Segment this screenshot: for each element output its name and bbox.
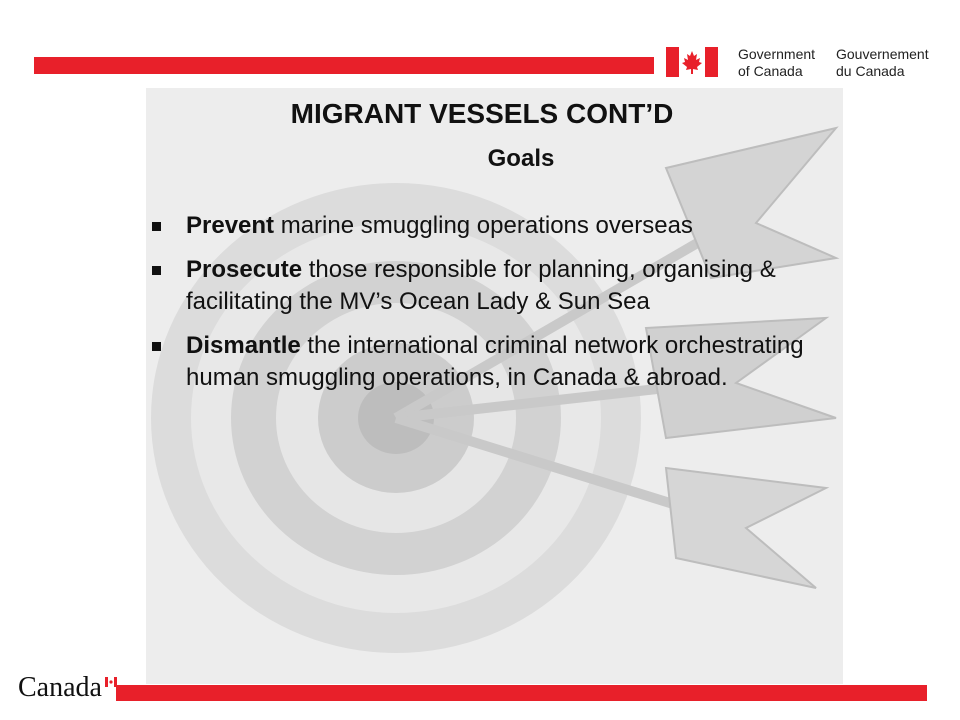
goal-item-prosecute [148, 254, 868, 318]
goal-item-prevent [148, 210, 868, 242]
bullet-square-icon [152, 266, 161, 275]
goal-lead: Dismantle [186, 332, 301, 359]
canada-flag-icon [666, 47, 718, 77]
government-of-canada-en: Government of Canada [738, 46, 816, 79]
slide-subtitle: Goals [487, 145, 555, 172]
top-red-band [34, 57, 654, 74]
goal-lead: Prevent [186, 212, 275, 239]
bottom-red-band [116, 685, 927, 701]
bullet-square-icon [152, 222, 161, 231]
government-signature [666, 44, 956, 84]
slide-title: MIGRANT VESSELS CONT’D [290, 98, 674, 129]
bullet-square-icon [152, 342, 161, 351]
goal-text: marine smuggling operations overseas [274, 212, 693, 239]
goals-list [148, 210, 868, 406]
gouvernement-du-canada-fr: Gouvernement du Canada [836, 46, 929, 79]
canada-wordmark: Canada [18, 672, 102, 703]
goal-text: those responsible for planning, organising & facilitating the MV’s Ocean Lady & Sun Sea [186, 256, 776, 315]
goal-lead: Prosecute [186, 256, 303, 283]
goal-text: the international criminal network orchestrating human smuggling operations, in Canada & abroad. [186, 332, 804, 391]
goal-item-dismantle [148, 330, 868, 394]
